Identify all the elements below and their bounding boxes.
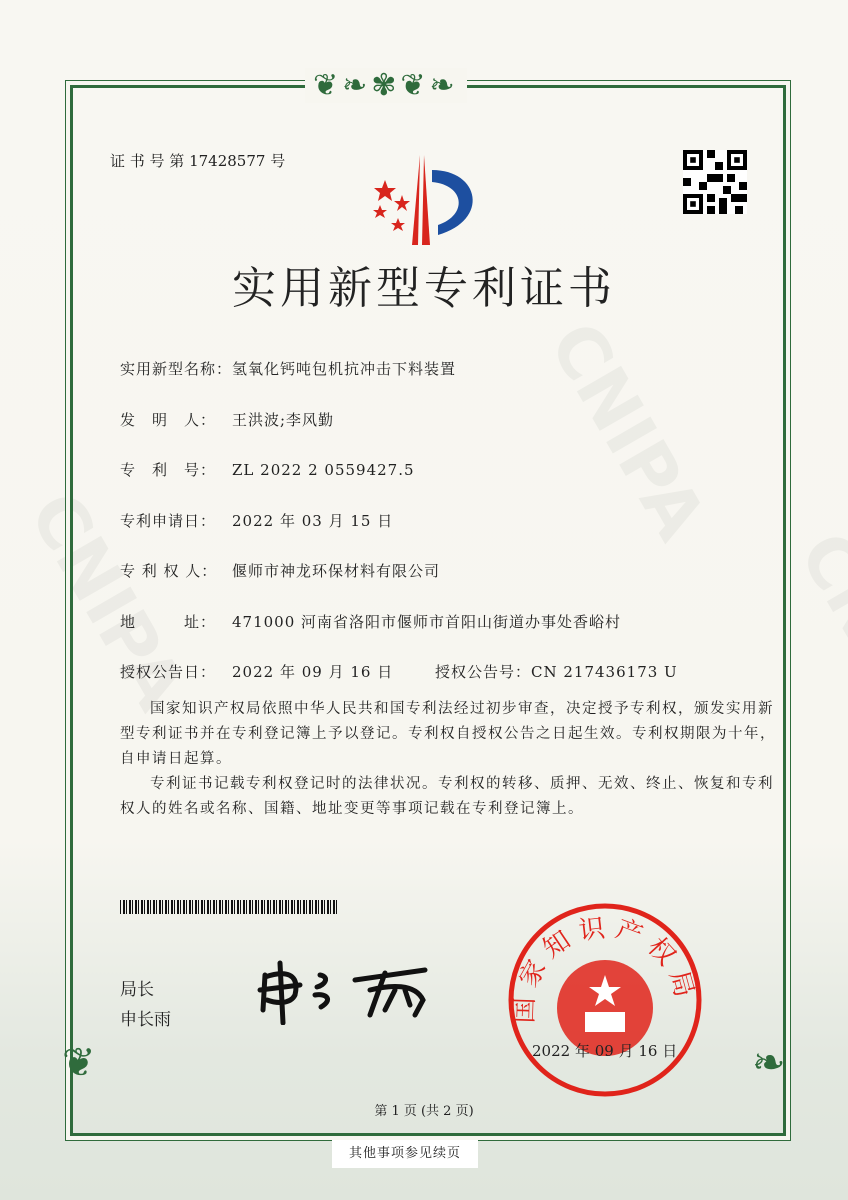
- watermark: [783, 519, 848, 764]
- field-inventors: [120, 409, 334, 430]
- bottom-right-ornament: ❧: [752, 1040, 786, 1086]
- official-seal: [505, 900, 705, 1100]
- field-grant-date: [120, 661, 393, 682]
- qr-code: [683, 150, 747, 214]
- certificate-number: 证 书 号 第 17428577 号: [110, 152, 286, 170]
- field-value: 2022 年 03 月 15 日: [232, 512, 394, 530]
- field-application-date: [120, 510, 393, 531]
- field-label: 地 址：: [120, 613, 217, 631]
- page-indicator: 第 1 页 (共 2 页): [374, 1104, 474, 1119]
- field-address: [120, 611, 621, 632]
- signature: [255, 955, 445, 1025]
- field-value: 471000 河南省洛阳市偃师市首阳山街道办事处香峪村: [232, 613, 622, 631]
- field-grant-number: [435, 661, 678, 682]
- field-label: 授权公告日：: [120, 663, 217, 681]
- field-value: 偃师市神龙环保材料有限公司: [232, 562, 441, 580]
- signatory-name: 申长雨: [120, 1010, 171, 1030]
- field-value: 2022 年 09 月 16 日: [232, 663, 394, 681]
- field-label: 专利申请日：: [120, 512, 217, 530]
- signatory-title: 局长: [120, 980, 154, 1000]
- field-value: CN 217436173 U: [531, 663, 678, 681]
- field-patent-number: [120, 459, 415, 480]
- barcode: [120, 900, 338, 914]
- statement-paragraph: 专利证书记载专利权登记时的法律状况。专利权的转移、质押、无效、终止、恢复和专利权人的姓名或名称、国籍、地址变更等事项记载在专利登记簿上。: [120, 776, 774, 817]
- field-patentee: [120, 560, 440, 581]
- seal-date: 2022 年 09 月 16 日: [532, 1042, 678, 1060]
- continued-note: 其他事项参见续页: [332, 1140, 478, 1168]
- seal-text: 国家知识产权局: [509, 912, 702, 1024]
- bottom-left-ornament: ❦: [62, 1040, 96, 1086]
- top-ornament: ❦❧✾❦❧: [305, 68, 467, 103]
- field-label: 发 明 人：: [120, 411, 217, 429]
- field-value: ZL 2022 2 0559427.5: [232, 461, 415, 479]
- field-utility-model-name: [120, 358, 456, 379]
- field-label: 实用新型名称：: [120, 360, 233, 378]
- statement-paragraph: 国家知识产权局依照中华人民共和国专利法经过初步审查，决定授予专利权，颁发实用新型专利证书并在专利登记簿上予以登记。专利权自授权公告之日起生效。专利权期限为十年，自申请日起算。: [120, 701, 776, 767]
- cnipa-logo: [360, 150, 490, 250]
- certificate-title: 实用新型专利证书: [232, 263, 616, 314]
- field-label: 专 利 号：: [120, 461, 217, 479]
- field-label: 授权公告号：: [435, 663, 532, 681]
- field-label: 专 利 权 人：: [120, 562, 218, 580]
- field-value: 氢氧化钙吨包机抗冲击下料装置: [232, 360, 457, 378]
- field-value: 王洪波;李风勤: [232, 411, 335, 429]
